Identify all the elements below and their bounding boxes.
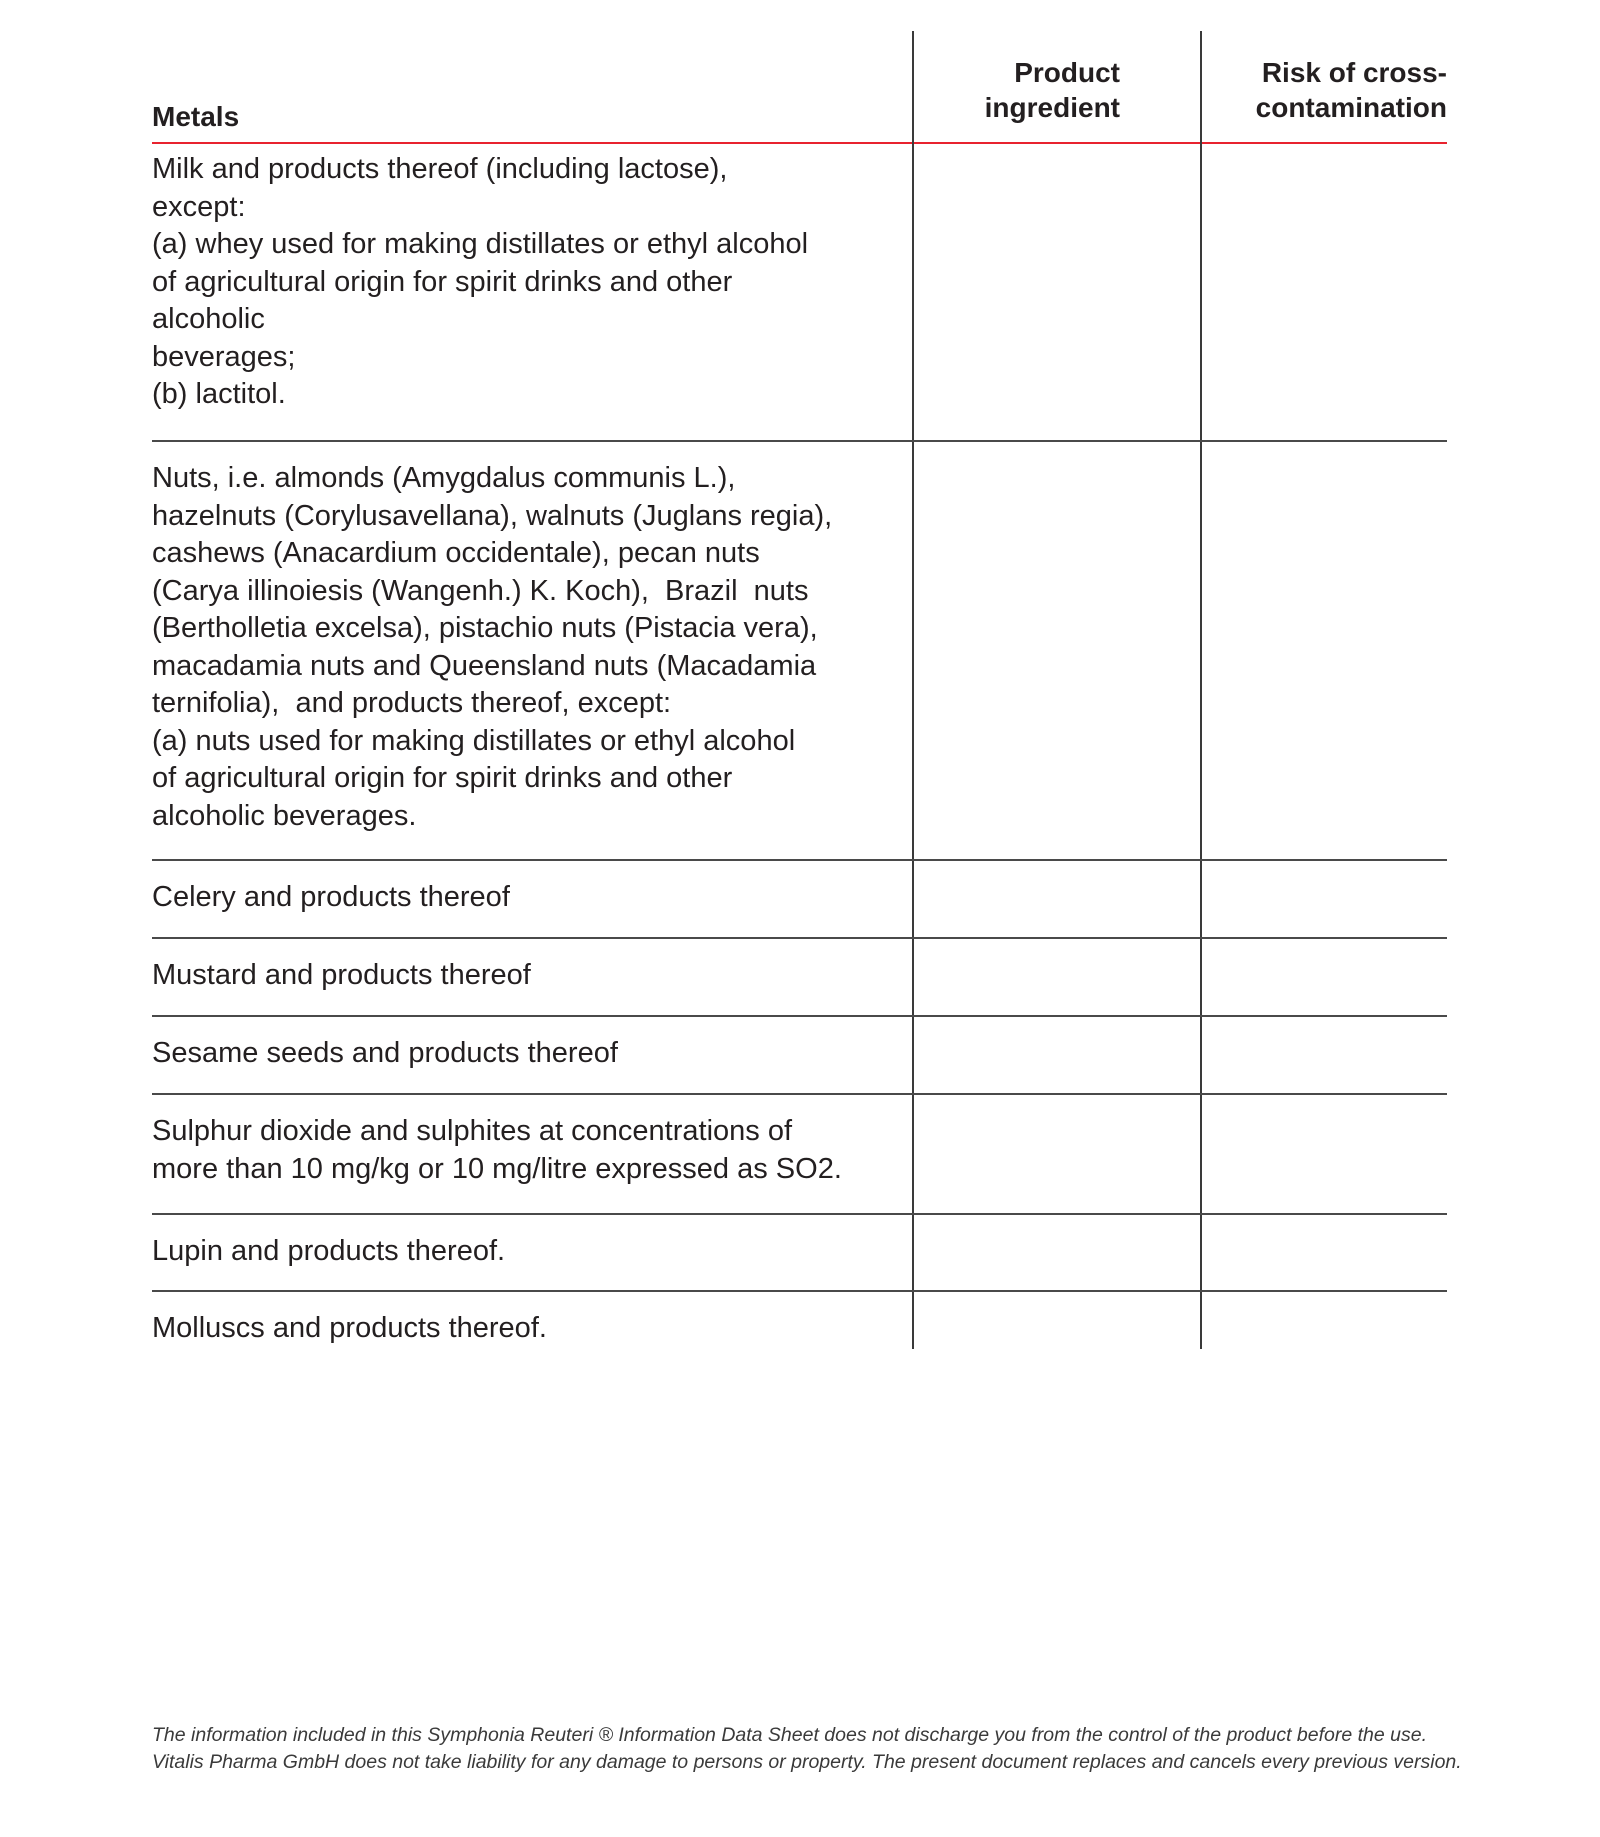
allergen-lupin [152, 1233, 882, 1271]
cell-product-ingredient[interactable] [914, 1095, 1200, 1214]
table-header [152, 31, 1447, 143]
table-row [152, 1215, 1447, 1291]
footer-line-1: The information included in this Symphonia Reuteri ® Information Data Sheet does not discharge you from the control of the product before the use. [152, 1724, 1428, 1746]
allergen-nuts [152, 460, 882, 835]
allergen-text-line: of agricultural origin for spirit drinks and other [152, 762, 733, 794]
allergen-molluscs [152, 1310, 882, 1348]
table-row [152, 861, 1447, 938]
allergen-text-line: Lupin and products thereof. [152, 1235, 506, 1267]
allergen-text-line: (Carya illinoiesis (Wangenh.) K. Koch), Brazil nuts [152, 574, 809, 607]
allergen-text-line: Milk and products thereof (including lactose), [152, 153, 728, 185]
table-row [152, 939, 1447, 1016]
allergen-celery [152, 879, 882, 917]
allergen-sesame [152, 1035, 882, 1073]
cell-risk-cross-contamination[interactable] [1202, 1215, 1447, 1291]
cell-product-ingredient[interactable] [914, 1292, 1200, 1349]
allergen-text-line: Sesame seeds and products thereof [152, 1037, 618, 1069]
cell-product-ingredient[interactable] [914, 861, 1200, 938]
cell-risk-cross-contamination[interactable] [1202, 1095, 1447, 1214]
allergen-milk [152, 151, 882, 414]
allergen-text-line: Nuts, i.e. almonds (Amygdalus communis L.), [152, 462, 736, 494]
allergen-text-line: alcoholic beverages. [152, 799, 417, 832]
allergen-text-line: (Bertholletia excelsa), pistachio nuts (Pistacia vera), [152, 612, 818, 644]
cell-risk-cross-contamination[interactable] [1202, 939, 1447, 1016]
header-risk-cross-contamination [1207, 55, 1447, 125]
table-row [152, 144, 1447, 441]
allergen-text-line: (a) whey used for making distillates or ethyl alcohol [152, 228, 809, 260]
allergen-text-line: Molluscs and products thereof. [152, 1312, 547, 1344]
allergen-text-line: hazelnuts (Corylusavellana), walnuts (Juglans regia), [152, 499, 833, 532]
footer-disclaimer [152, 1722, 1462, 1776]
allergen-text-line: (a) nuts used for making distillates or ethyl alcohol [152, 724, 796, 757]
header-risk-line-1: Risk of cross- [1261, 57, 1447, 88]
allergen-text-line: more than 10 mg/kg or 10 mg/litre expressed as SO2. [152, 1152, 842, 1185]
cell-risk-cross-contamination[interactable] [1202, 144, 1447, 441]
allergen-mustard [152, 957, 882, 995]
table-row [152, 1017, 1447, 1094]
allergen-text-line: ternifolia), and products thereof, except: [152, 687, 672, 719]
cell-product-ingredient[interactable] [914, 939, 1200, 1016]
cell-risk-cross-contamination[interactable] [1202, 1292, 1447, 1349]
header-product-ingredient [880, 55, 1120, 125]
header-risk-line-2: contamination [1255, 92, 1447, 123]
allergen-text-line: beverages; [152, 340, 296, 373]
table-row [152, 1292, 1447, 1349]
table-row [152, 1095, 1447, 1214]
allergen-text-line: alcoholic [152, 303, 265, 335]
allergen-text-line: Sulphur dioxide and sulphites at concentrations of [152, 1115, 793, 1147]
cell-risk-cross-contamination[interactable] [1202, 442, 1447, 860]
cell-product-ingredient[interactable] [914, 1017, 1200, 1094]
cell-product-ingredient[interactable] [914, 144, 1200, 441]
table-row [152, 442, 1447, 860]
allergen-text-line: cashews (Anacardium occidentale), pecan nuts [152, 537, 760, 569]
footer-line-2: Vitalis Pharma GmbH does not take liability for any damage to persons or property. The present document replaces and cancels every previous version. [152, 1751, 1462, 1773]
allergen-text-line: of agricultural origin for spirit drinks and other [152, 265, 733, 298]
allergen-text-line: except: [152, 190, 246, 223]
allergen-text-line: (b) lactitol. [152, 378, 286, 410]
cell-product-ingredient[interactable] [914, 1215, 1200, 1291]
cell-risk-cross-contamination[interactable] [1202, 1017, 1447, 1094]
allergen-text-line: Mustard and products thereof [152, 959, 531, 991]
allergen-sulphur-dioxide [152, 1113, 882, 1188]
cell-product-ingredient[interactable] [914, 442, 1200, 860]
allergen-text-line: Celery and products thereof [152, 881, 510, 913]
header-metals: Metals [152, 101, 240, 132]
header-product-ingredient-line-1: Product [1014, 57, 1120, 88]
header-product-ingredient-line-2: ingredient [984, 92, 1120, 123]
cell-risk-cross-contamination[interactable] [1202, 861, 1447, 938]
allergen-text-line: macadamia nuts and Queensland nuts (Macadamia [152, 649, 817, 682]
